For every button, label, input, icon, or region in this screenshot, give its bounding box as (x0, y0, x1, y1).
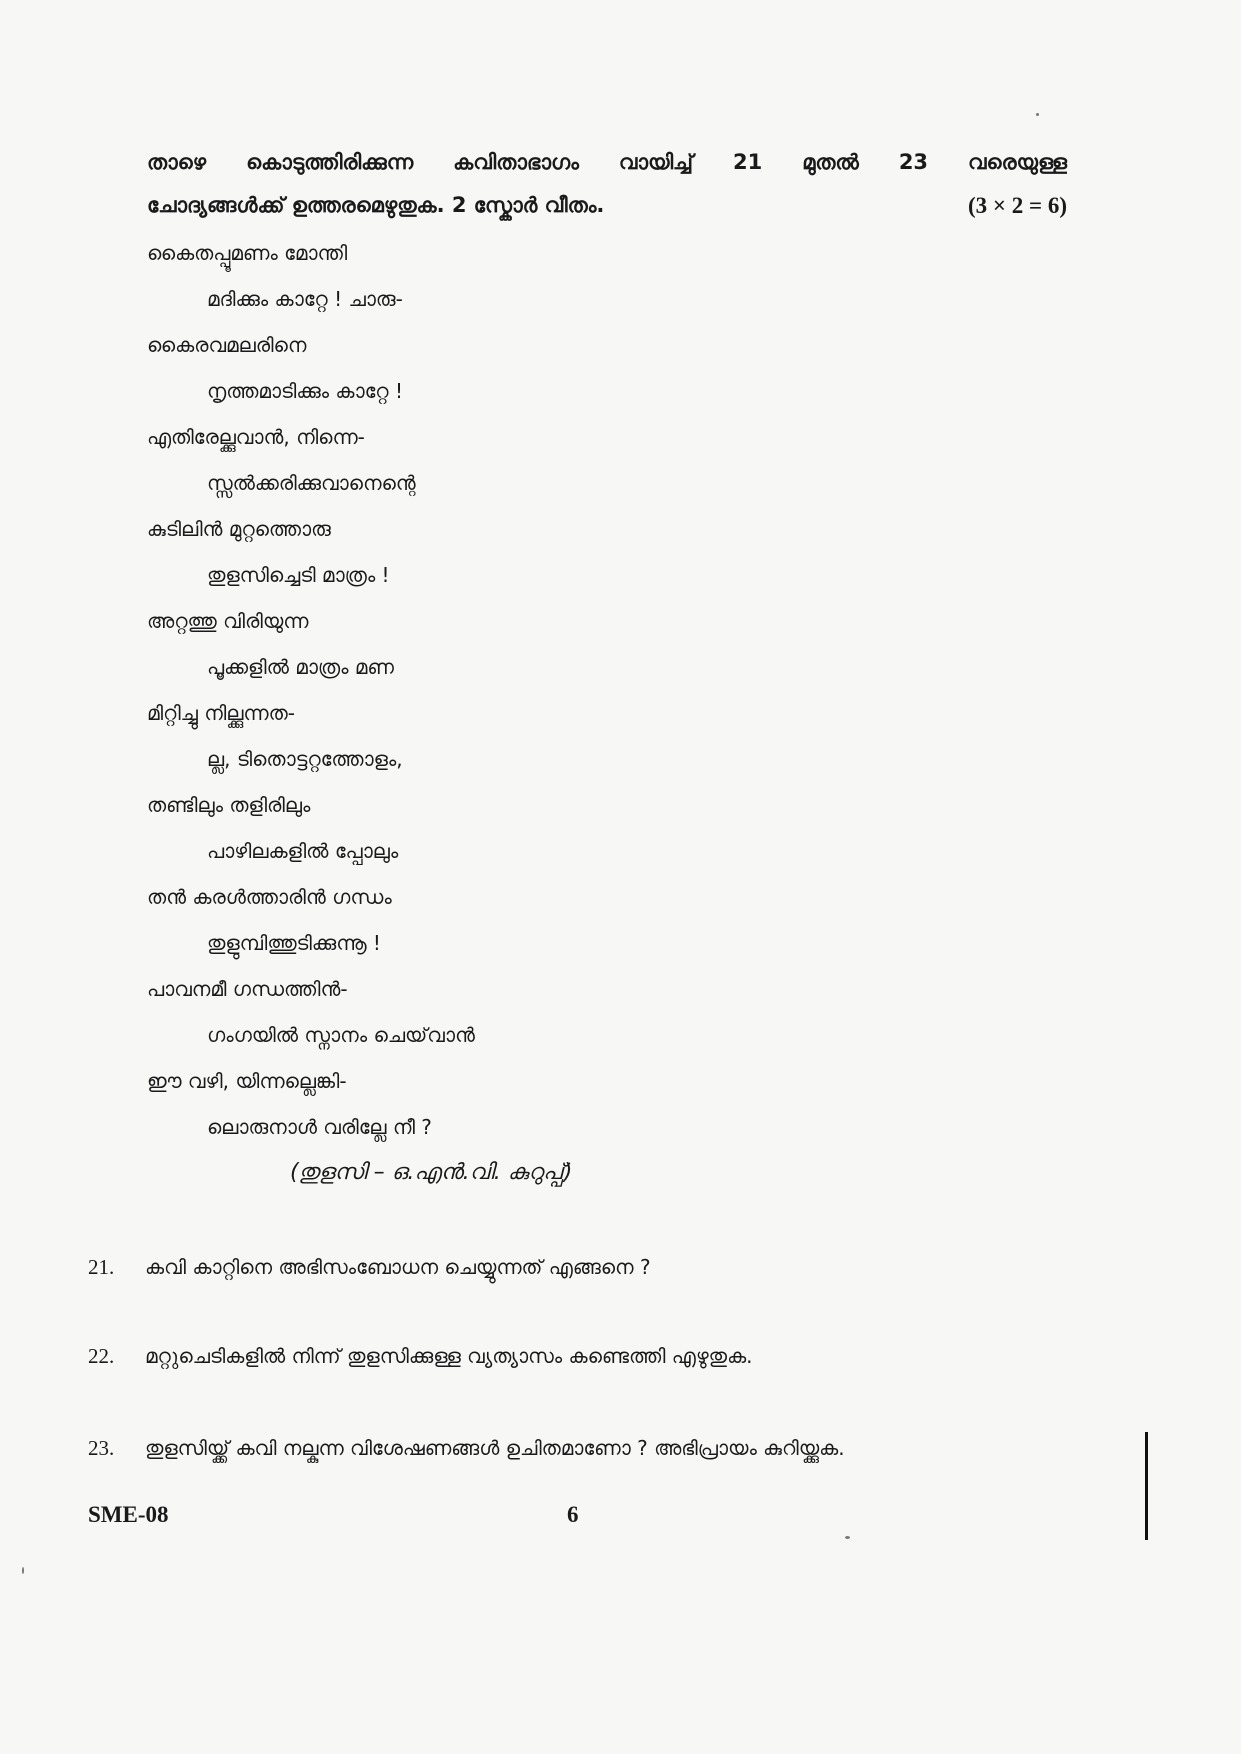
poem-line: തുളുമ്പിത്തുടിക്കുന്നൂ ! (207, 931, 381, 955)
question-21 (88, 1255, 1088, 1280)
instruction-line-2 (147, 193, 1067, 219)
page-number: 6 (567, 1502, 579, 1527)
poem (147, 238, 475, 1158)
instruction-word: വരെയുള്ള (968, 150, 1067, 174)
instruction-word: കവിതാഭാഗം (453, 150, 579, 174)
question-23 (88, 1436, 1088, 1461)
poem-line: കുടിലിൻ മുറ്റത്തൊരു (147, 517, 331, 541)
question-text: മറ്റുചെടികളിൽ നിന്ന് തുളസിക്കുള്ള വ്യത്യാസം കണ്ടെത്തി എഴുതുക. (145, 1344, 753, 1368)
question-text: കവി കാറ്റിനെ അഭിസംബോധന ചെയ്യുന്നത് എങ്ങനെ ? (145, 1255, 651, 1279)
poem-line: മദിക്കും കാറ്റേ ! ചാരു- (207, 287, 403, 311)
instruction-line-1 (147, 150, 1067, 175)
poem-line: എതിരേല്ക്കുവാൻ, നിന്നെ- (147, 425, 365, 449)
poem-line: കൈരവമലരിനെ (147, 333, 307, 357)
question-22 (88, 1344, 1088, 1369)
instruction-word: വായിച്ച് (618, 150, 693, 174)
poem-line: മിറ്റിച്ചു നില്ക്കുന്നത- (147, 701, 295, 725)
poem-line: കൈതപ്പൂമണം മോന്തി (147, 241, 348, 265)
margin-mark (1145, 1432, 1148, 1540)
poem-line: തൻ കരൾത്താരിൻ ഗന്ധം (147, 885, 392, 909)
poem-line: സ്സൽക്കരിക്കുവാനെന്റെ (207, 471, 416, 495)
question-number: 21. (88, 1255, 115, 1279)
poem-line: ഈ വഴി, യിന്നല്ലെങ്കി- (147, 1069, 347, 1093)
instruction-word: 23 (898, 150, 929, 174)
poem-line: പാഴിലകളിൽ പ്പോലും (207, 839, 399, 863)
scan-speck (22, 1567, 24, 1574)
poem-line: ല്ല, ടിതൊട്ടറ്റത്തോളം, (207, 747, 403, 771)
question-number: 22. (88, 1344, 115, 1368)
poem-line: പൂക്കളിൽ മാത്രം മണ (207, 655, 394, 679)
instruction-word: കൊടുത്തിരിക്കുന്ന (246, 150, 414, 174)
instruction-text: ചോദ്യങ്ങൾക്ക് ഉത്തരമെഴുതുക. 2 സ്കോർ വീതം. (147, 193, 605, 217)
poem-line: തുളസിച്ചെടി മാത്രം ! (207, 563, 390, 587)
question-text: തുളസിയ്ക്ക് കവി നല്കുന്ന വിശേഷണങ്ങൾ ഉചിതമാണോ ? അഭിപ്രായം കുറിയ്ക്കുക. (145, 1436, 845, 1460)
question-number: 23. (88, 1436, 115, 1460)
paper-code: SME-08 (88, 1502, 169, 1527)
score-marks: (3 × 2 = 6) (967, 193, 1067, 218)
scan-speck (1036, 113, 1039, 116)
poem-line: ഗംഗയിൽ സ്നാനം ചെയ്‌വാൻ (207, 1023, 475, 1047)
poem-line: ലൊരുനാൾ വരില്ലേ നീ ? (207, 1115, 432, 1139)
poem-line: പാവനമീ ഗന്ധത്തിൻ- (147, 977, 348, 1001)
instruction-word: മുതൽ (802, 150, 859, 174)
poem-credit: (തുളസി – ഒ.എൻ.വി. കുറുപ്പ്) (290, 1160, 573, 1185)
instruction-word: താഴെ (147, 150, 207, 174)
poem-line: നൃത്തമാടിക്കും കാറ്റേ ! (207, 379, 403, 403)
poem-line: അറ്റത്തു വിരിയുന്ന (147, 609, 309, 633)
poem-line: തണ്ടിലും തളിരിലും (147, 793, 311, 817)
instruction-word: 21 (732, 150, 763, 174)
scan-speck (845, 1536, 850, 1539)
